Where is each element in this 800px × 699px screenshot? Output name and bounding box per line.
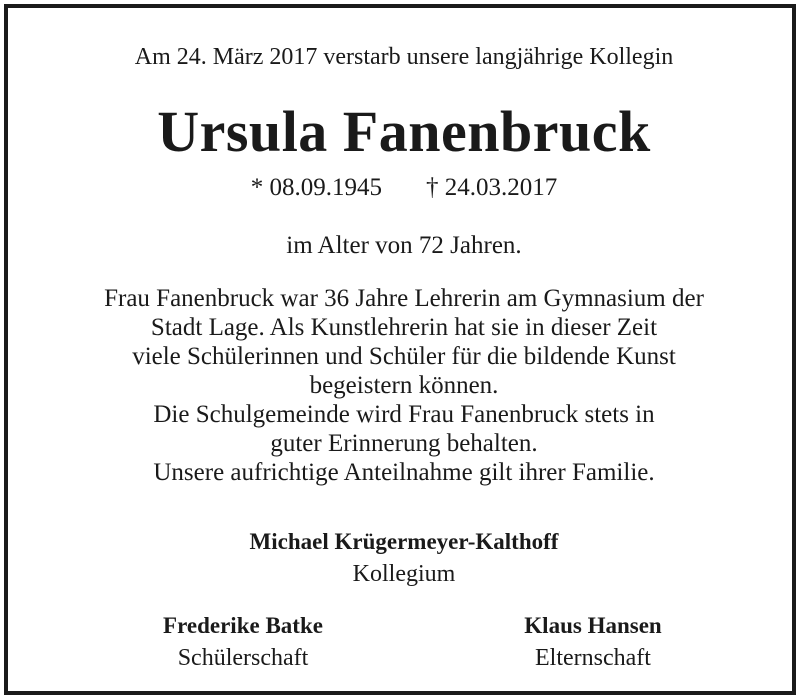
obituary-notice <box>4 4 796 695</box>
body-line: Unsere aufrichtige Anteilnahme gilt ihrer Familie. <box>153 459 655 486</box>
signature-right <box>468 610 718 674</box>
signatory-name: Klaus Hansen <box>524 613 662 638</box>
body-text <box>8 284 800 487</box>
body-line: viele Schülerinnen und Schüler für die bildende Kunst <box>132 343 676 370</box>
signatory-role: Kollegium <box>352 561 456 587</box>
body-line: Frau Fanenbruck war 36 Jahre Lehrerin am Gymnasium der <box>104 285 704 312</box>
age-text: im Alter von 72 Jahren. <box>286 232 522 259</box>
body-line: Stadt Lage. Als Kunstlehrerin hat sie in dieser Zeit <box>150 314 658 341</box>
body-line: Die Schulgemeinde wird Frau Fanenbruck stets in <box>153 401 655 428</box>
death-date: † 24.03.2017 <box>426 174 558 201</box>
signatory-name: Frederike Batke <box>163 613 323 638</box>
signatory-name: Michael Krügermeyer-Kalthoff <box>249 529 559 554</box>
signature-main <box>8 526 800 590</box>
signature-left <box>118 610 368 674</box>
life-dates <box>8 174 800 202</box>
birth-date: * 08.09.1945 <box>250 174 382 201</box>
deceased-name: Ursula Fanenbruck <box>157 99 651 164</box>
signatory-role: Schülerschaft <box>177 645 309 671</box>
signatory-role: Elternschaft <box>535 645 651 671</box>
body-line: begeistern können. <box>309 372 499 399</box>
body-line: guter Erinnerung behalten. <box>270 430 538 457</box>
intro-text: Am 24. März 2017 verstarb unsere langjährige Kollegin <box>134 44 674 70</box>
